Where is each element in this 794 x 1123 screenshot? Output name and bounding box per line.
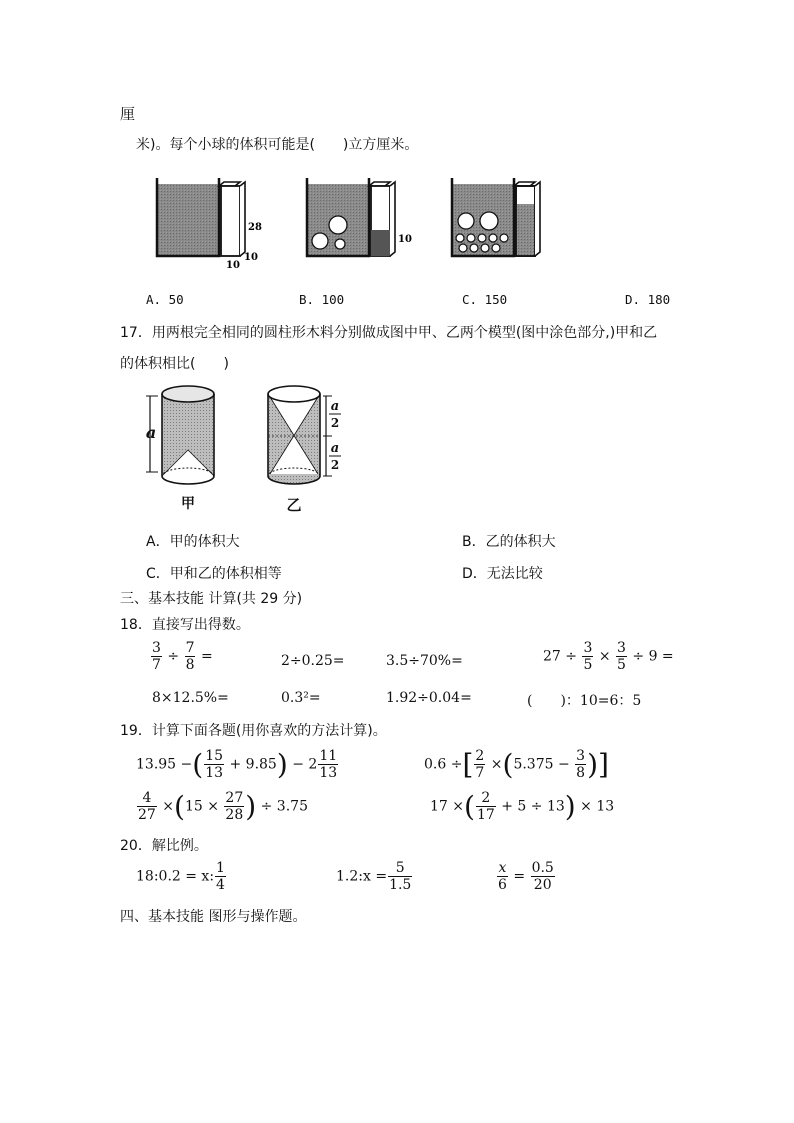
- q18-title: 18．直接写出得数。: [120, 617, 250, 633]
- q16-option-c[interactable]: C. 150: [462, 292, 508, 307]
- q18-item-7: 1.92÷0.04=: [386, 690, 472, 706]
- q17-figure: [140, 380, 360, 520]
- q17-option-b[interactable]: B．乙的体积大: [462, 534, 556, 550]
- q17-option-d[interactable]: D．无法比较: [462, 566, 543, 582]
- q16-option-a[interactable]: A. 50: [146, 292, 184, 307]
- label-water-height: 10: [398, 234, 412, 245]
- q19-expr-2: 0.6 ÷[ $\frac{2}{7}$ ×(5.375 − $\frac{3}{8}$ )]: [424, 748, 609, 782]
- label-a-jia: a: [145, 423, 157, 442]
- cylinder-jia: [162, 386, 214, 484]
- cylinder-yi: [268, 386, 320, 484]
- q18-item-4: 27 ÷ $\frac{3}{5}$ × $\frac{3}{5}$ ÷ 9 =: [543, 640, 674, 674]
- q18-item-3: 3.5÷70%=: [386, 653, 463, 669]
- q18-item-2: 2÷0.25=: [281, 653, 345, 669]
- q16-option-d[interactable]: D. 180: [625, 292, 671, 307]
- q19-expr-4: 17 ×( $\frac{2}{17}$ + 5 ÷ 13) × 13: [430, 790, 615, 824]
- q20-title: 20．解比例。: [120, 838, 208, 854]
- q18-item-6: 0.3²=: [281, 690, 321, 706]
- tank-3: [452, 178, 540, 256]
- q16-option-b[interactable]: B. 100: [299, 292, 345, 307]
- q16-continuation-line1: 厘: [120, 105, 136, 123]
- q16-figure: [140, 170, 560, 276]
- q20-proportion-2: 1.2:x = $\frac{5}{1.5}$: [336, 860, 412, 894]
- tank-2: [307, 178, 395, 256]
- q20-proportion-3: $\frac{x}{6}$ = $\frac{0.5}{20}$: [498, 860, 554, 894]
- caption-jia: 甲: [181, 496, 195, 512]
- q19-title: 19．计算下面各题(用你喜欢的方法计算)。: [120, 723, 387, 739]
- label-a-bottom: a: [330, 441, 340, 456]
- label-a-top: a: [330, 399, 340, 414]
- q18-item-1: $\frac{3}{7}$ ÷ $\frac{7}{8}$ =: [152, 640, 213, 674]
- q19-expr-1: 13.95 −( $\frac{15}{13}$ + 9.85) − 2 $\frac{11}{13}$: [136, 748, 338, 782]
- caption-yi: 乙: [286, 496, 302, 514]
- q18-item-5: 8×12.5%=: [152, 690, 229, 706]
- q18-item-8: ( )：10=6：5: [527, 693, 642, 709]
- label-width: 10: [226, 260, 240, 271]
- q19-expr-3: $\frac{4}{27}$ ×(15 × $\frac{27}{28}$ ) ÷ 3.75: [138, 790, 308, 824]
- q16-continuation-line2: 米)。每个小球的体积可能是( )立方厘米。: [136, 137, 419, 153]
- q17-option-c[interactable]: C．甲和乙的体积相等: [146, 566, 282, 582]
- label-two-top: 2: [330, 416, 340, 430]
- label-depth: 10: [244, 252, 258, 263]
- q20-proportion-1: 18:0.2 = x: $\frac{1}{4}$: [136, 860, 225, 894]
- label-height: 28: [248, 222, 262, 233]
- tank-1: [157, 178, 245, 256]
- section-3-heading: 三、基本技能 计算(共 29 分): [120, 591, 303, 607]
- label-two-bottom: 2: [330, 458, 340, 472]
- q17-option-a[interactable]: A．甲的体积大: [146, 534, 240, 550]
- section-4-heading: 四、基本技能 图形与操作题。: [120, 909, 307, 925]
- q17-text-line2: 的体积相比( ): [120, 356, 229, 372]
- q17-text-line1: 17．用两根完全相同的圆柱形木料分别做成图中甲、乙两个模型(图中涂色部分,)甲和乙: [120, 325, 658, 341]
